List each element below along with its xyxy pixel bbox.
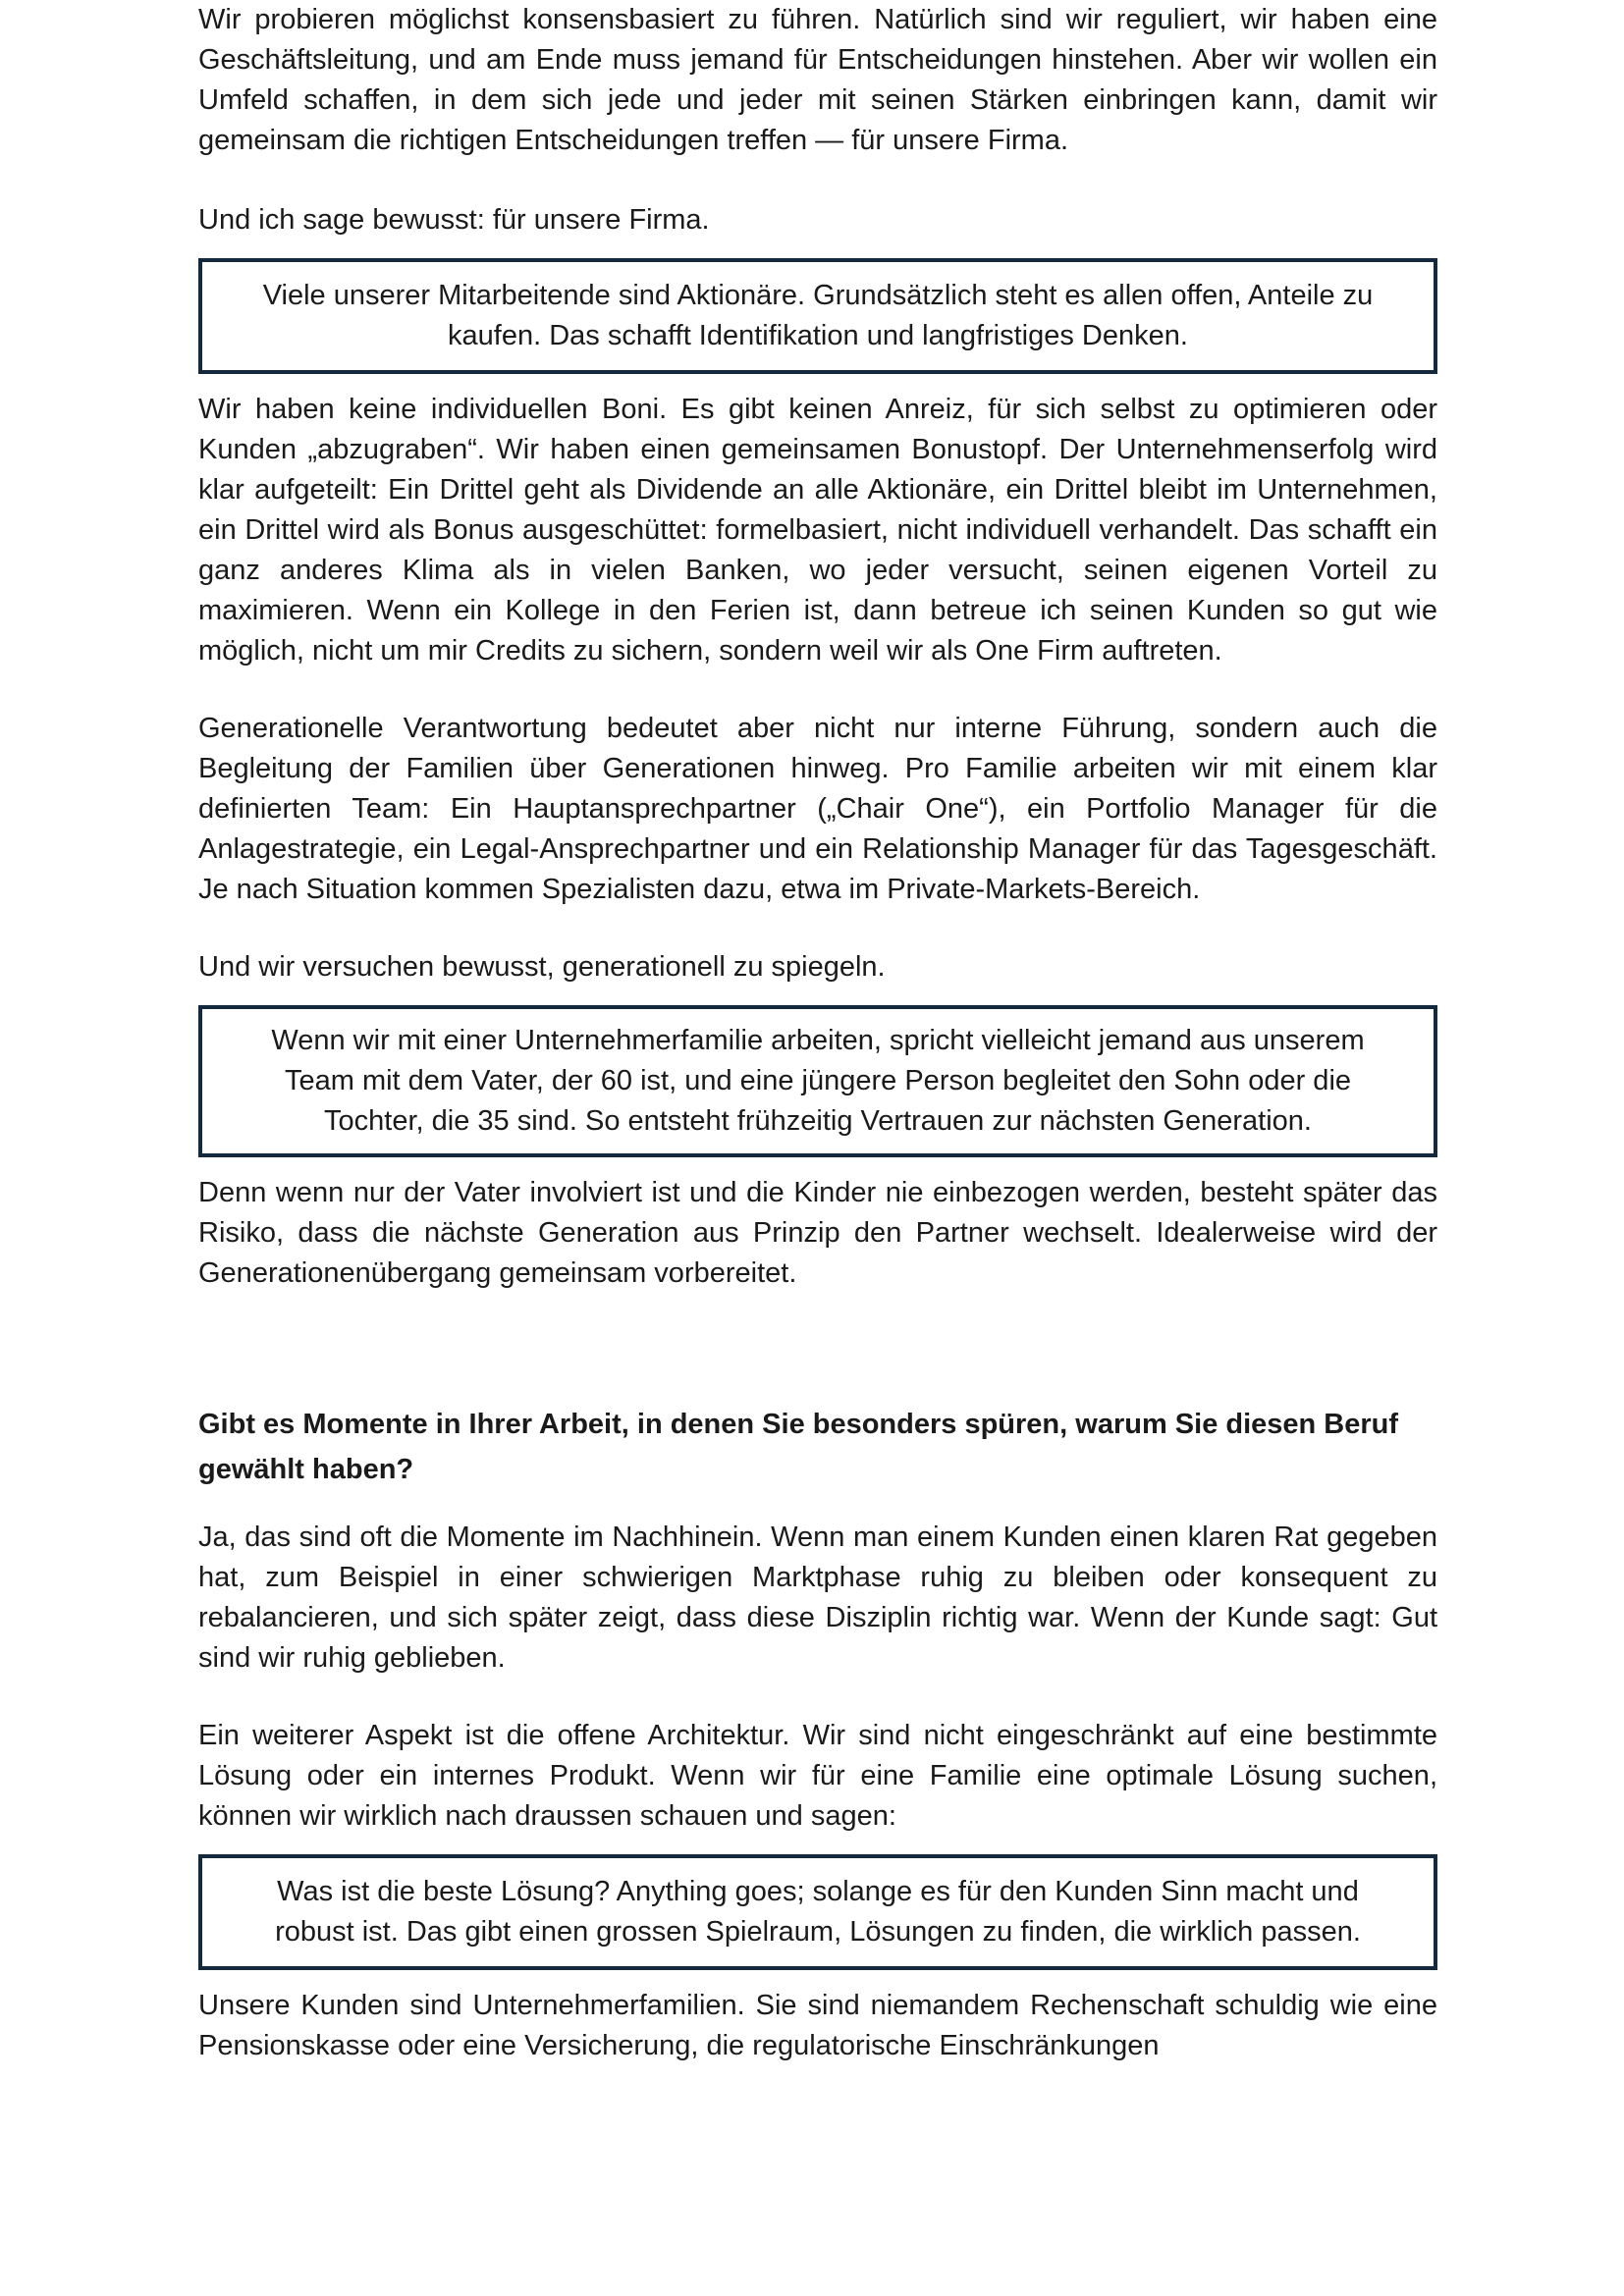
quote-text: Viele unserer Mitarbeitende sind Aktionäre. Grundsätzlich steht es allen offen, Anteile zu kaufen. Das schafft Identifikation und langfristiges Denken. xyxy=(262,280,1374,351)
paragraph-leadership: Wir probieren möglichst konsensbasiert zu führen. Natürlich sind wir reguliert, wir haben eine Geschäftsleitung, und am Ende muss jemand für Entscheidungen hinstehen. Aber wir wollen ein Umfeld schaffen, in dem sich jede und jeder mit seinen Stärken einbringen kann, damit wir gemeinsam die richtigen Entscheidungen treffen — für unsere Firma. xyxy=(198,4,1437,156)
quote-box-shareholders xyxy=(198,258,1437,374)
paragraph-entrepreneur-families: Unsere Kunden sind Unternehmerfamilien. Sie sind niemandem Rechenschaft schuldig wie eine Pensionskasse oder eine Versicherung, die regulatorische Einschränkungen xyxy=(198,1990,1437,2061)
quote-box-best-solution xyxy=(198,1854,1437,1970)
paragraph-mirroring: Und wir versuchen bewusst, generationell zu spiegeln. xyxy=(198,951,886,983)
paragraph-bonus-pool: Wir haben keine individuellen Boni. Es gibt keinen Anreiz, für sich selbst zu optimieren oder Kunden „abzugraben“. Wir haben einen gemeinsamen Bonustopf. Der Unternehmenserfolg wird klar aufgeteilt: Ein Drittel geht als Dividende an alle Aktionäre, ein Drittel bleibt im Unternehmen, ein Drittel wird als Bonus ausgeschüttet: formelbasiert, nicht individuell verhandelt. Das schafft ein ganz anderes Klima als in vielen Banken, wo jeder versucht, seinen eigenen Vorteil zu maximieren. Wenn ein Kollege in den Ferien ist, dann betreue ich seinen Kunden so gut wie möglich, nicht um mir Credits zu sichern, sondern weil wir als One Firm auftreten. xyxy=(198,394,1437,667)
paragraph-moments: Ja, das sind oft die Momente im Nachhinein. Wenn man einem Kunden einen klaren Rat gegeben hat, zum Beispiel in einer schwierigen Marktphase ruhig zu bleiben oder konsequent zu rebalancieren, und sich später zeigt, dass diese Disziplin richtig war. Wenn der Kunde sagt: Gut sind wir ruhig geblieben. xyxy=(198,1522,1437,1674)
interview-question: Gibt es Momente in Ihrer Arbeit, in denen Sie besonders spüren, warum Sie diesen Beruf gewählt haben? xyxy=(198,1409,1399,1485)
paragraph-generation-transition: Denn wenn nur der Vater involviert ist und die Kinder nie einbezogen werden, besteht später das Risiko, dass die nächste Generation aus Prinzip den Partner wechselt. Idealerweise wird der Generationenübergang gemeinsam vorbereitet. xyxy=(198,1177,1437,1289)
quote-text: Was ist die beste Lösung? Anything goes; solange es für den Kunden Sinn macht und robust ist. Das gibt einen grossen Spielraum, Lösungen zu finden, die wirklich passen. xyxy=(275,1876,1361,1948)
document-page xyxy=(198,0,1437,2066)
quote-text: Wenn wir mit einer Unternehmerfamilie arbeiten, spricht vielleicht jemand aus unserem Team mit dem Vater, der 60 ist, und eine jüngere Person begleitet den Sohn oder die Tochter, die 35 sind. So entsteht frühzeitig Vertrauen zur nächsten Generation. xyxy=(271,1025,1365,1137)
paragraph-our-firm: Und ich sage bewusst: für unsere Firma. xyxy=(198,204,710,236)
paragraph-open-architecture: Ein weiterer Aspekt ist die offene Architektur. Wir sind nicht eingeschränkt auf eine bestimmte Lösung oder ein internes Produkt. Wenn wir für eine Familie eine optimale Lösung suchen, können wir wirklich nach draussen schauen und sagen: xyxy=(198,1720,1437,1832)
paragraph-generational-responsibility: Generationelle Verantwortung bedeutet aber nicht nur interne Führung, sondern auch die Begleitung der Familien über Generationen hinweg. Pro Familie arbeiten wir mit einem klar definierten Team: Ein Hauptansprechpartner („Chair One“), ein Portfolio Manager für die Anlagestrategie, ein Legal-Ansprechpartner und ein Relationship Manager für das Tagesgeschäft. Je nach Situation kommen Spezialisten dazu, etwa im Private-Markets-Bereich. xyxy=(198,713,1437,905)
quote-box-family xyxy=(198,1005,1437,1157)
